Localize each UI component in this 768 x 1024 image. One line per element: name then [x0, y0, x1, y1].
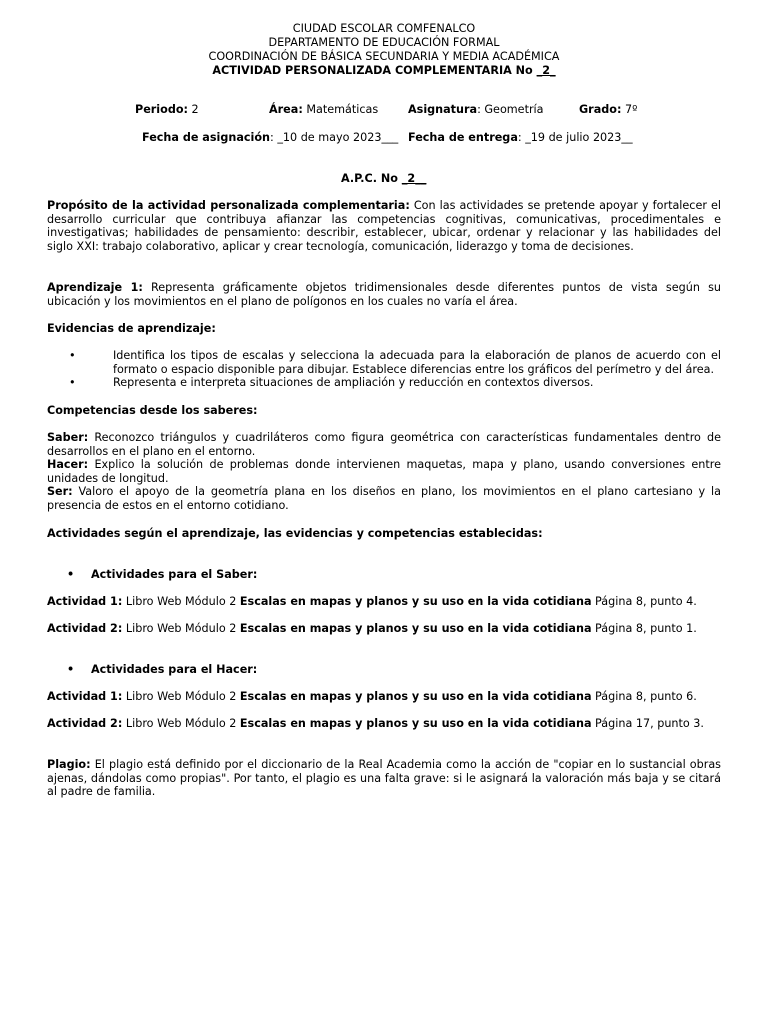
saber-activity-2: Actividad 2: Libro Web Módulo 2 Escalas en mapas y planos y su uso en la vida cotidiana Página 8, punto 1.: [47, 622, 697, 635]
competencias-section: [47, 431, 721, 513]
activity-number: _2_: [536, 64, 556, 77]
aprendizaje-section: Aprendizaje 1: Representa gráficamente objetos tridimensionales desde diferentes puntos de vista según su ubicación y los movimientos en el plano de polígonos en los cuales no varía el área.: [47, 281, 722, 308]
area-field: Área: Matemáticas: [269, 103, 379, 116]
grado-field: Grado: 7º: [579, 103, 638, 116]
actividades-title: Actividades según el aprendizaje, las evidencias y competencias establecidas:: [47, 527, 543, 540]
saber-activities-heading: • Actividades para el Saber:: [67, 568, 258, 581]
bullet-icon: •: [67, 663, 75, 676]
hacer-activity-2: Actividad 2: Libro Web Módulo 2 Escalas en mapas y planos y su uso en la vida cotidiana Página 17, punto 3.: [47, 717, 704, 730]
header-coordination: COORDINACIÓN DE BÁSICA SECUNDARIA Y MEDIA ACADÉMICA: [208, 50, 560, 63]
ser-paragraph: Ser: Valoro el apoyo de la geometría plana en los diseños en plano, los movimientos en el plano cartesiano y la presencia de estos en el entorno cotidiano.: [47, 485, 721, 512]
bullet-icon: •: [69, 376, 76, 390]
plagio-section: Plagio: El plagio está definido por el diccionario de la Real Academia como la acción de "copiar en lo sustancial obras ajenas, dándolas como propias". Por tanto, el plagio es una falta grave: si le asignará la valoración más baja y se citará al padre de familia.: [47, 758, 721, 799]
saber-activity-1: Actividad 1: Libro Web Módulo 2 Escalas en mapas y planos y su uso en la vida cotidiana Página 8, punto 4.: [47, 595, 697, 608]
periodo-field: Periodo: 2: [135, 103, 199, 116]
apc-number: A.P.C. No _2__: [341, 172, 427, 185]
fecha-asignacion-field: Fecha de asignación: _10 de mayo 2023___: [142, 131, 399, 144]
competencias-title: Competencias desde los saberes:: [47, 404, 258, 417]
bullet-icon: •: [67, 568, 75, 581]
hacer-paragraph: Hacer: Explico la solución de problemas donde intervienen maquetas, mapa y plano, usando conversiones entre unidades de longitud.: [47, 458, 721, 485]
fecha-entrega-field: Fecha de entrega: _19 de julio 2023__: [408, 131, 633, 144]
hacer-activities-heading: • Actividades para el Hacer:: [67, 663, 258, 676]
bullet-icon: •: [69, 349, 76, 362]
saber-paragraph: Saber: Reconozco triángulos y cuadriláteros como figura geométrica con características fundamentales dentro de desarrollos en el plano en el entorno.: [47, 431, 721, 458]
proposito-section: Propósito de la actividad personalizada complementaria: Con las actividades se pretende apoyar y fortalecer el desarrollo curricular que contribuya afianzar las competencias cognitivas, comunicativas, procedimentales e investigativas; habilidades de pensamiento: describir, establecer, ubicar, ordenar y relacionar y las habilidades del siglo XXI: trabajo colaborativo, aplicar y crear tecnología, comunicación, liderazgo y toma de decisiones.: [47, 199, 721, 253]
hacer-activity-1: Actividad 1: Libro Web Módulo 2 Escalas en mapas y planos y su uso en la vida cotidiana Página 8, punto 6.: [47, 690, 697, 703]
list-item: • Representa e interpreta situaciones de ampliación y reducción en contextos diversos.: [69, 376, 594, 390]
header-activity-title: ACTIVIDAD PERSONALIZADA COMPLEMENTARIA No _2_: [212, 64, 556, 77]
evidencias-title: Evidencias de aprendizaje:: [47, 322, 216, 335]
evidencias-list: [47, 349, 721, 390]
asignatura-field: Asignatura: Geometría: [408, 103, 544, 116]
list-item: • Identifica los tipos de escalas y selecciona la adecuada para la elaboración de planos de acuerdo con el formato o espacio disponible para dibujar. Establece diferencias entre los gráficos del perímetro y del área.: [69, 349, 721, 376]
header-institution: CIUDAD ESCOLAR COMFENALCO: [292, 22, 476, 35]
header-department: DEPARTAMENTO DE EDUCACIÓN FORMAL: [268, 36, 500, 49]
document-header: [47, 22, 721, 78]
